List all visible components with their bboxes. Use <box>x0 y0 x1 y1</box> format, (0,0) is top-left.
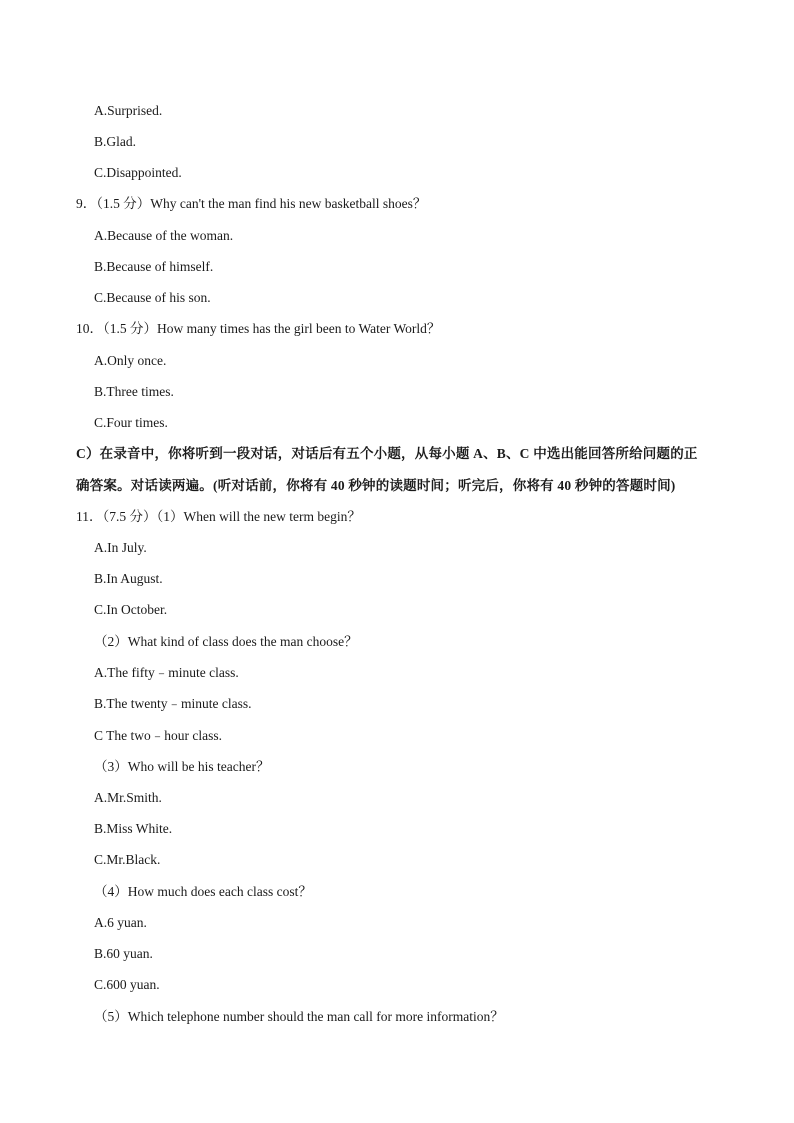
option-q11-3-c: C.Mr.Black. <box>94 852 161 867</box>
question-10: 10．（1.5 分）How many times has the girl been to Water World？ <box>76 321 441 336</box>
option-q9-a: A.Because of the woman. <box>94 228 234 243</box>
question-11-part-1: 11．（7.5 分）（1）When will the new term begin？ <box>76 509 361 524</box>
option-q8-a: A.Surprised. <box>94 103 163 118</box>
option-q11-4-c: C.600 yuan. <box>94 977 160 992</box>
question-11-part-5: （5）Which telephone number should the man call for more information？ <box>94 1009 504 1024</box>
option-q10-c: C.Four times. <box>94 415 168 430</box>
option-q10-a: A.Only once. <box>94 353 167 368</box>
option-q11-3-b: B.Miss White. <box>94 821 173 836</box>
question-11-part-2: （2）What kind of class does the man choose？ <box>94 634 358 649</box>
option-q11-1-c: C.In October. <box>94 602 168 617</box>
option-q9-b: B.Because of himself. <box>94 259 214 274</box>
option-q11-2-c: C The two﹣hour class. <box>94 728 222 743</box>
option-q11-2-a: A.The fifty﹣minute class. <box>94 665 239 680</box>
option-q11-4-a: A.6 yuan. <box>94 915 147 930</box>
option-q11-4-b: B.60 yuan. <box>94 946 153 961</box>
option-q8-c: C.Disappointed. <box>94 165 182 180</box>
option-q8-b: B.Glad. <box>94 134 136 149</box>
option-q11-1-a: A.In July. <box>94 540 147 555</box>
section-c-instructions-line2: 确答案。对话读两遍。(听对话前，你将有 40 秒钟的读题时间；听完后，你将有 40 秒钟的答题时间) <box>76 478 676 493</box>
question-9: 9．（1.5 分）Why can't the man find his new basketball shoes？ <box>76 196 427 211</box>
question-11-part-4: （4）How much does each class cost？ <box>94 884 312 899</box>
option-q11-2-b: B.The twenty﹣minute class. <box>94 696 252 711</box>
section-c-instructions-line1: C）在录音中，你将听到一段对话，对话后有五个小题，从每小题 A、B、C 中选出能回答所给问题的正 <box>76 446 698 461</box>
option-q10-b: B.Three times. <box>94 384 174 399</box>
option-q9-c: C.Because of his son. <box>94 290 211 305</box>
option-q11-3-a: A.Mr.Smith. <box>94 790 162 805</box>
question-11-part-3: （3）Who will be his teacher？ <box>94 759 270 774</box>
option-q11-1-b: B.In August. <box>94 571 163 586</box>
